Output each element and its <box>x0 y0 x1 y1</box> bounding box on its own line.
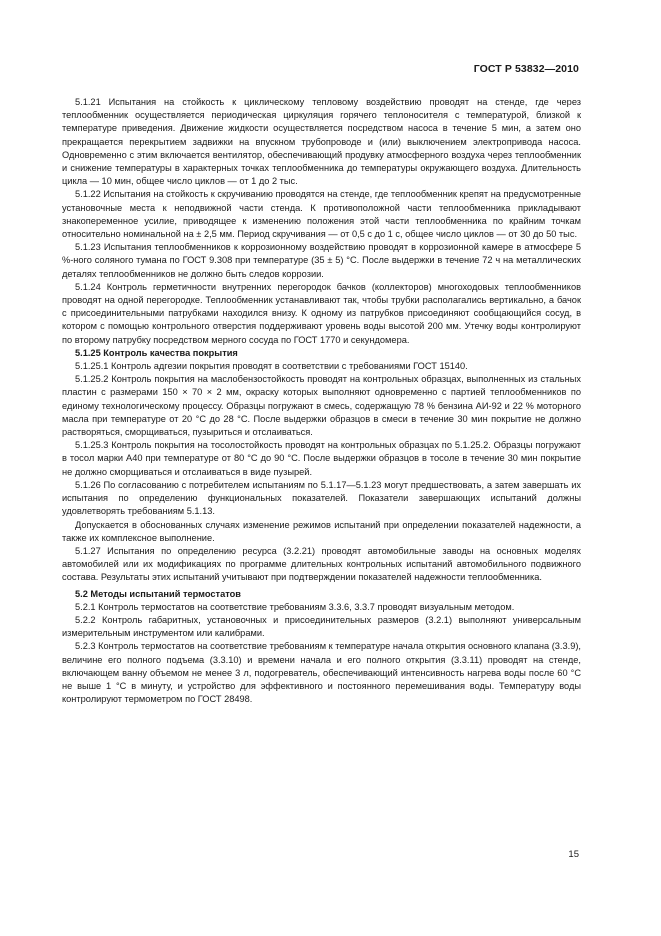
paragraph-5-1-26: 5.1.26 По согласованию с потребителем испытаниям по 5.1.17—5.1.23 могут предшествовать, а затем завершать их испытания по определению функциональных показателей. Показатели завершающих испытаний должны удовлетворять требованиям 5.1.13. <box>62 479 581 517</box>
paragraph-5-2-3: 5.2.3 Контроль термостатов на соответствие требованиям к температуре начала открытия основного клапана (3.3.9), величине его полного подъема (3.3.10) и времени начала и его полного открытия (3.3.11) проводят на стенде, включающем ванну объемом не менее 3 л, подогреватель, обеспечивающий интенсивность нагрева воды после 60 °С не выше 1 °С в минуту, и устройство для эффективного и постоянного перемешивания воды. Температуру воды контролируют термометром по ГОСТ 28498. <box>62 641 582 705</box>
document-id: ГОСТ Р 53832—2010 <box>473 63 579 75</box>
paragraph-5-1-23: 5.1.23 Испытания теплообменников к коррозионному воздействию проводят в коррозионной камере в атмосфере 5 %-ного соляного тумана по ГОСТ 9.308 при температуре (35 ± 5) °С. После выдержки в течение 72 ч на металлических деталях теплообменников не должно быть следов коррозии. <box>62 242 581 279</box>
paragraph-5-1-21: 5.1.21 Испытания на стойкость к циклическому тепловому воздействию проводят на стенде, где через теплообменник осуществляется периодическая циркуляция горячего теплоносителя с температурой, близкой к температуре приведения. Движение жидкости осуществляется посредством насоса в течение 5 мин, а затем оно прекращается перекрытием задвижки на впускном трубопроводе и (или) выключением электропривода насоса. Одновременно с этим включается вентилятор, обеспечивающий продувку атмосферного воздуха через теплообменник и снижение температуры в характерных точках теплообменника до температуры окружающего воздуха. Длительность цикла — 10 мин, общее число циклов — от 1 до 2 тыс. <box>62 97 581 187</box>
section-heading-5-2: 5.2 Методы испытаний термостатов <box>75 588 241 599</box>
page-number: 15 <box>568 849 579 860</box>
paragraph-5-1-27: 5.1.27 Испытания по определению ресурса (3.2.21) проводят автомобильные заводы на основных моделях автомобилей или их модификациях по программе длительных контрольных испытаний автомобильного подвижного состава. Результаты этих испытаний учитывают при подтверждении показателей надежности теплообменника. <box>62 545 581 583</box>
paragraph-5-1-25-2: 5.1.25.2 Контроль покрытия на маслобензостойкость проводят на контрольных образцах, выполненных из стальных пластин с размерами 150 × 70 × 2 мм, окраску которых выполняют одновременно с партией теплообменников по единому технологическому процессу. Образцы погружают в смесь, содержащую 78 % бензина АИ-92 и 22 % моторного масла при температуре от 20 °С до 28 °С. После выдержки образцов в смеси в течение 30 мин покрытие не должно растворяться, сморщиваться, пузыриться и отслаиваться. <box>62 374 581 438</box>
paragraph-5-1-25-3: 5.1.25.3 Контроль покрытия на тосолостойкость проводят на контрольных образцах по 5.1.25.2. Образцы погружают в тосол марки А40 при температуре от 80 °С до 90 °С. После выдержки образцов в тосоле в течение 30 мин покрытие не должно сморщиваться и отслаиваться в виде пузырей. <box>62 440 581 477</box>
paragraph-5-2-1: 5.2.1 Контроль термостатов на соответствие требованиям 3.3.6, 3.3.7 проводят визуальным методом. <box>75 601 515 612</box>
paragraph-5-1-22: 5.1.22 Испытания на стойкость к скручиванию проводятся на стенде, где теплообменник крепят на предусмотренные установочные места к неподвижной части стенда. К противоположной части теплообменника прикладывают знакопеременное усилие, приводящее к изменению положения этой части теплообменника по крайним точкам относительно номинальной на ± 2,5 мм. Период скручивания — от 0,5 с до 1 с, общее число циклов — от 30 до 50 тыс. <box>62 189 581 240</box>
paragraph-5-1-24: 5.1.24 Контроль герметичности внутренних перегородок бачков (коллекторов) многоходовых теплообменников проводят на одной перегородке. Теплообменник устанавливают так, чтобы трубки располагались вертикально, а бачок с присоединительными патрубками находился внизу. К одному из патрубков присоединяют сообщающийся сосуд, в котором с помощью контрольного отверстия поддерживают уровень воды высотой 200 мм. Утечку воды контролируют по второму патрубку посредством мерного сосуда по ГОСТ 1770 и секундомера. <box>62 281 581 345</box>
paragraph-5-1-25-1: 5.1.25.1 Контроль адгезии покрытия проводят в соответствии с требованиями ГОСТ 15140. <box>75 361 468 372</box>
paragraph-5-1-26-note: Допускается в обоснованных случаях изменение режимов испытаний при определении показателей надежности, а также их комплексное выполнение. <box>62 519 581 543</box>
paragraph-5-2-2: 5.2.2 Контроль габаритных, установочных и присоединительных размеров (3.2.1) выполняют универсальным измерительным инструментом или калибрами. <box>62 614 581 639</box>
document-body <box>62 96 581 706</box>
section-heading-5-1-25: 5.1.25 Контроль качества покрытия <box>75 347 238 358</box>
